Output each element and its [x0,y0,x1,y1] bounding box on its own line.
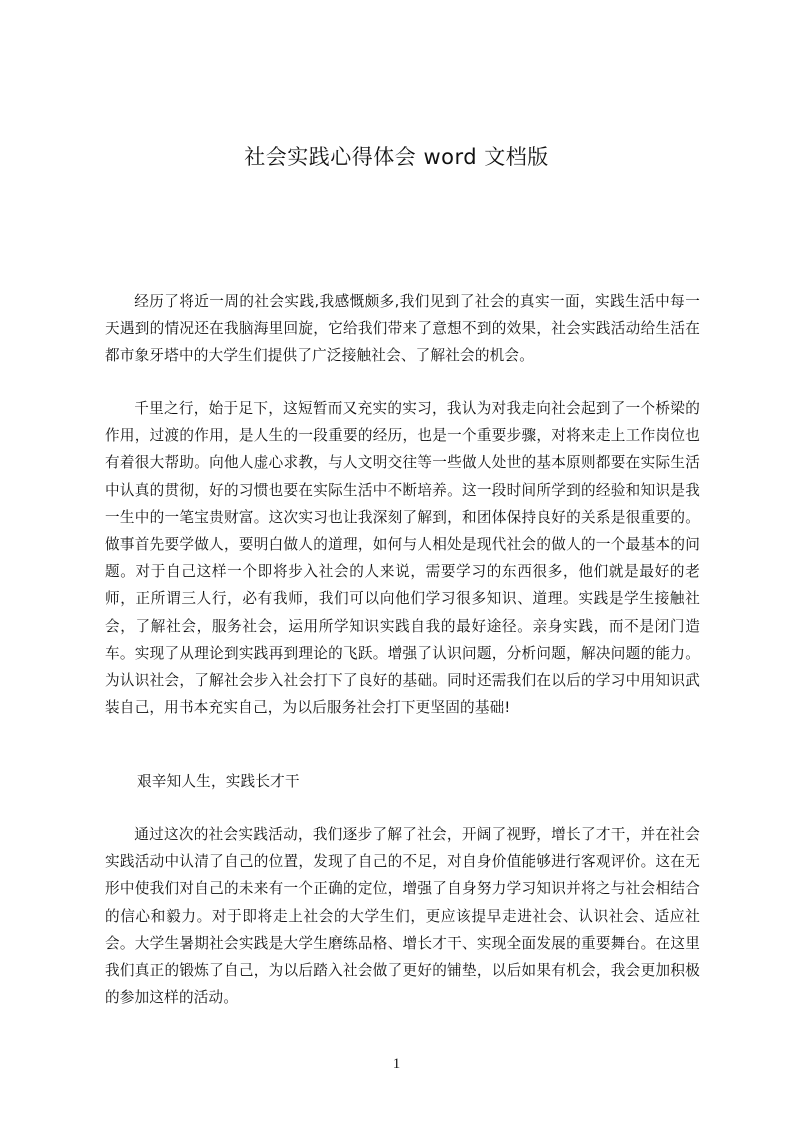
paragraph-intro: 经历了将近一周的社会实践,我感慨颇多,我们见到了社会的真实一面，实践生活中每一天遇到的情况还在我脑海里回旋，它给我们带来了意想不到的效果，社会实践活动给生活在都市象牙塔中的大学生们提供了广泛接触社会、了解社会的机会。 [105,293,700,365]
section-heading: 艰辛知人生，实践长才干 [137,773,300,790]
paragraph-conclusion: 通过这次的社会实践活动，我们逐步了解了社会，开阔了视野，增长了才干，并在社会实践活动中认清了自己的位置，发现了自己的不足，对自身价值能够进行客观评价。这在无形中使我们对自己的未来有一个正确的定位，增强了自身努力学习知识并将之与社会相结合的信心和毅力。对于即将走上社会的大学生们，更应该提早走进社会、认识社会、适应社会。大学生暑期社会实践是大学生磨练品格、增长才干、实现全面发展的重要舞台。在这里我们真正的锻炼了自己，为以后踏入社会做了更好的铺垫，以后如果有机会，我会更加积极的参加这样的活动。 [105,826,700,1007]
document-title: 社会实践心得体会 word 文档版 [244,145,549,169]
paragraph-internship: 千里之行，始于足下，这短暂而又充实的实习，我认为对我走向社会起到了一个桥梁的作用，过渡的作用，是人生的一段重要的经历，也是一个重要步骤，对将来走上工作岗位也有着很大帮助。向他人虚心求教，与人文明交往等一些做人处世的基本原则都要在实际生活中认真的贯彻，好的习惯也要在实际生活中不断培养。这一段时间所学到的经验和知识是我一生中的一笔宝贵财富。这次实习也让我深刻了解到，和团体保持良好的关系是很重要的。做事首先要学做人，要明白做人的道理，如何与人相处是现代社会的做人的一个最基本的问题。对于自己这样一个即将步入社会的人来说，需要学习的东西很多，他们就是最好的老师，正所谓三人行，必有我师，我们可以向他们学习很多知识、道理。实践是学生接触社会，了解社会，服务社会，运用所学知识实践自我的最好途径。亲身实践，而不是闭门造车。实现了从理论到实践再到理论的飞跃。增强了认识问题，分析问题，解决问题的能力。为认识社会，了解社会步入社会打下了良好的基础。同时还需我们在以后的学习中用知识武装自己，用书本充实自己，为以后服务社会打下更坚固的基础! [105,400,700,717]
page-number: 1 [392,1056,401,1072]
